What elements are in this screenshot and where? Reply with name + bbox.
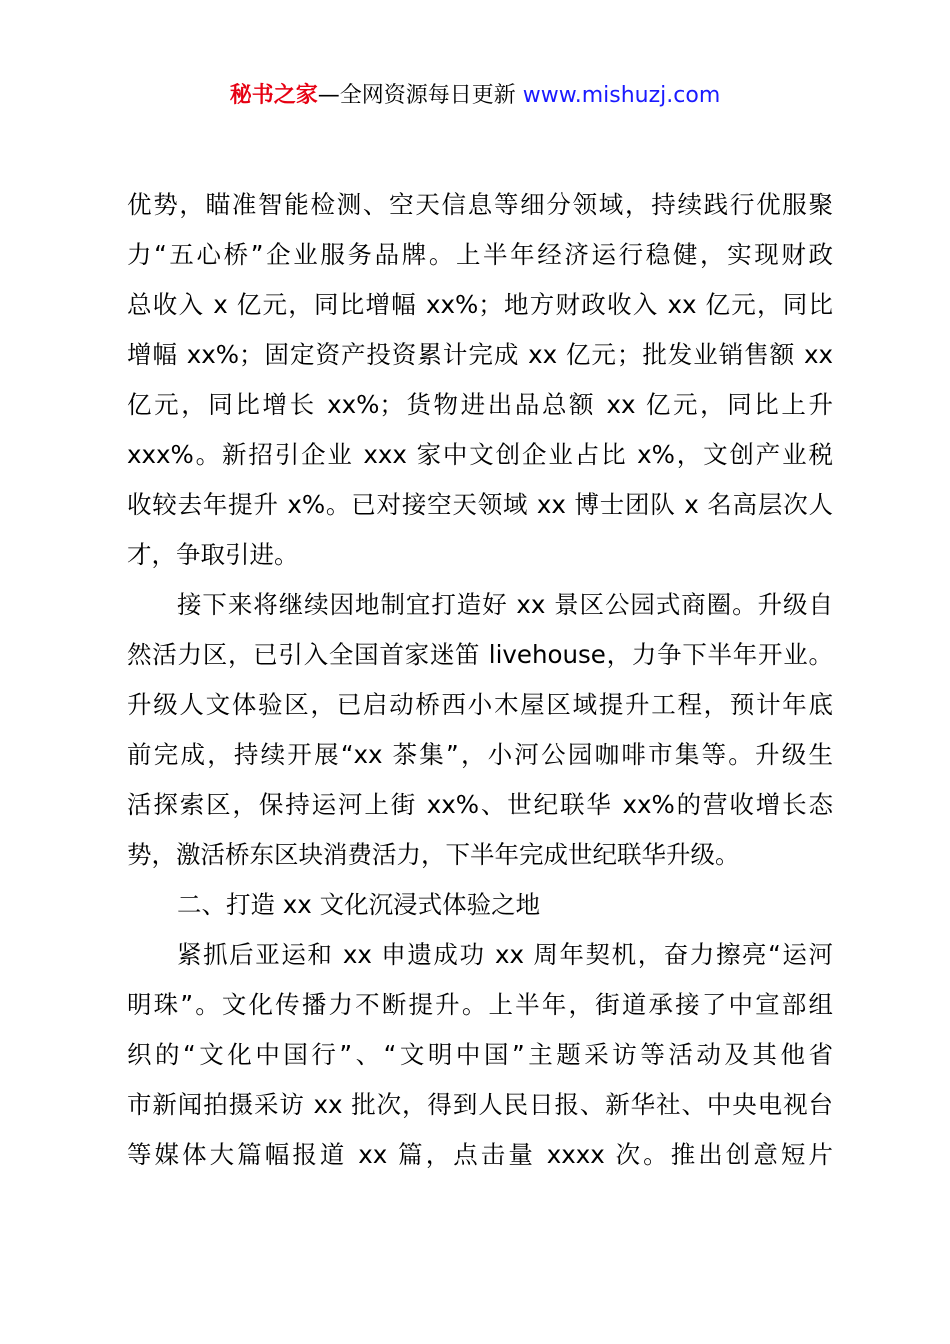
text-line: 等媒体大篇幅报道 xx 篇，点击量 xxxx 次。推出创意短片 [127,1140,833,1169]
brand-name: 秘书之家 [229,83,318,108]
text-line: 然活力区，已引入全国首家迷笛 livehouse，力争下半年开业。 [127,640,833,669]
text-line: 势，激活桥东区块消费活力，下半年完成世纪联华升级。 [127,840,740,869]
text-line: 优势，瞄准智能检测、空天信息等细分领域，持续践行优服聚 [127,190,833,219]
text-line: 市新闻拍摄采访 xx 批次，得到人民日报、新华社、中央电视台 [127,1090,833,1119]
text-line: 升级人文体验区，已启动桥西小木屋区域提升工程，预计年底 [127,690,833,719]
text-line: 收较去年提升 x%。已对接空天领域 xx 博士团队 x 名高层次人 [127,490,833,519]
paragraph-first-line: 紧抓后亚运和 xx 申遗成功 xx 周年契机，奋力擦亮“运河 [177,940,833,969]
text-line: 增幅 xx%；固定资产投资累计完成 xx 亿元；批发业销售额 xx [127,340,833,369]
text-line: 才，争取引进。 [127,540,299,569]
text-line: 亿元，同比增长 xx%；货物进出品总额 xx 亿元，同比上升 [127,390,833,419]
document-body [127,180,833,1180]
text-line: 力“五心桥”企业服务品牌。上半年经济运行稳健，实现财政 [127,240,833,269]
paragraph-first-line: 接下来将继续因地制宜打造好 xx 景区公园式商圈。升级自 [177,590,833,619]
section-heading: 二、打造 xx 文化沉浸式体验之地 [177,890,541,919]
text-line: 织的“文化中国行”、“文明中国”主题采访等活动及其他省 [127,1040,833,1069]
text-line: 活探索区，保持运河上街 xx%、世纪联华 xx%的营收增长态 [127,790,833,819]
text-line: 总收入 x 亿元，同比增幅 xx%；地方财政收入 xx 亿元，同比 [127,290,833,319]
text-line: 前完成，持续开展“xx 茶集”，小河公园咖啡市集等。升级生 [127,740,833,769]
text-line: 明珠”。文化传播力不断提升。上半年，街道承接了中宣部组 [127,990,833,1019]
site-header [0,80,950,112]
text-line: xxx%。新招引企业 xxx 家中文创企业占比 x%，文创产业税 [127,440,833,469]
header-tagline: —全网资源每日更新 [317,83,516,108]
site-url-link[interactable]: www.mishuzj.com [522,83,721,108]
